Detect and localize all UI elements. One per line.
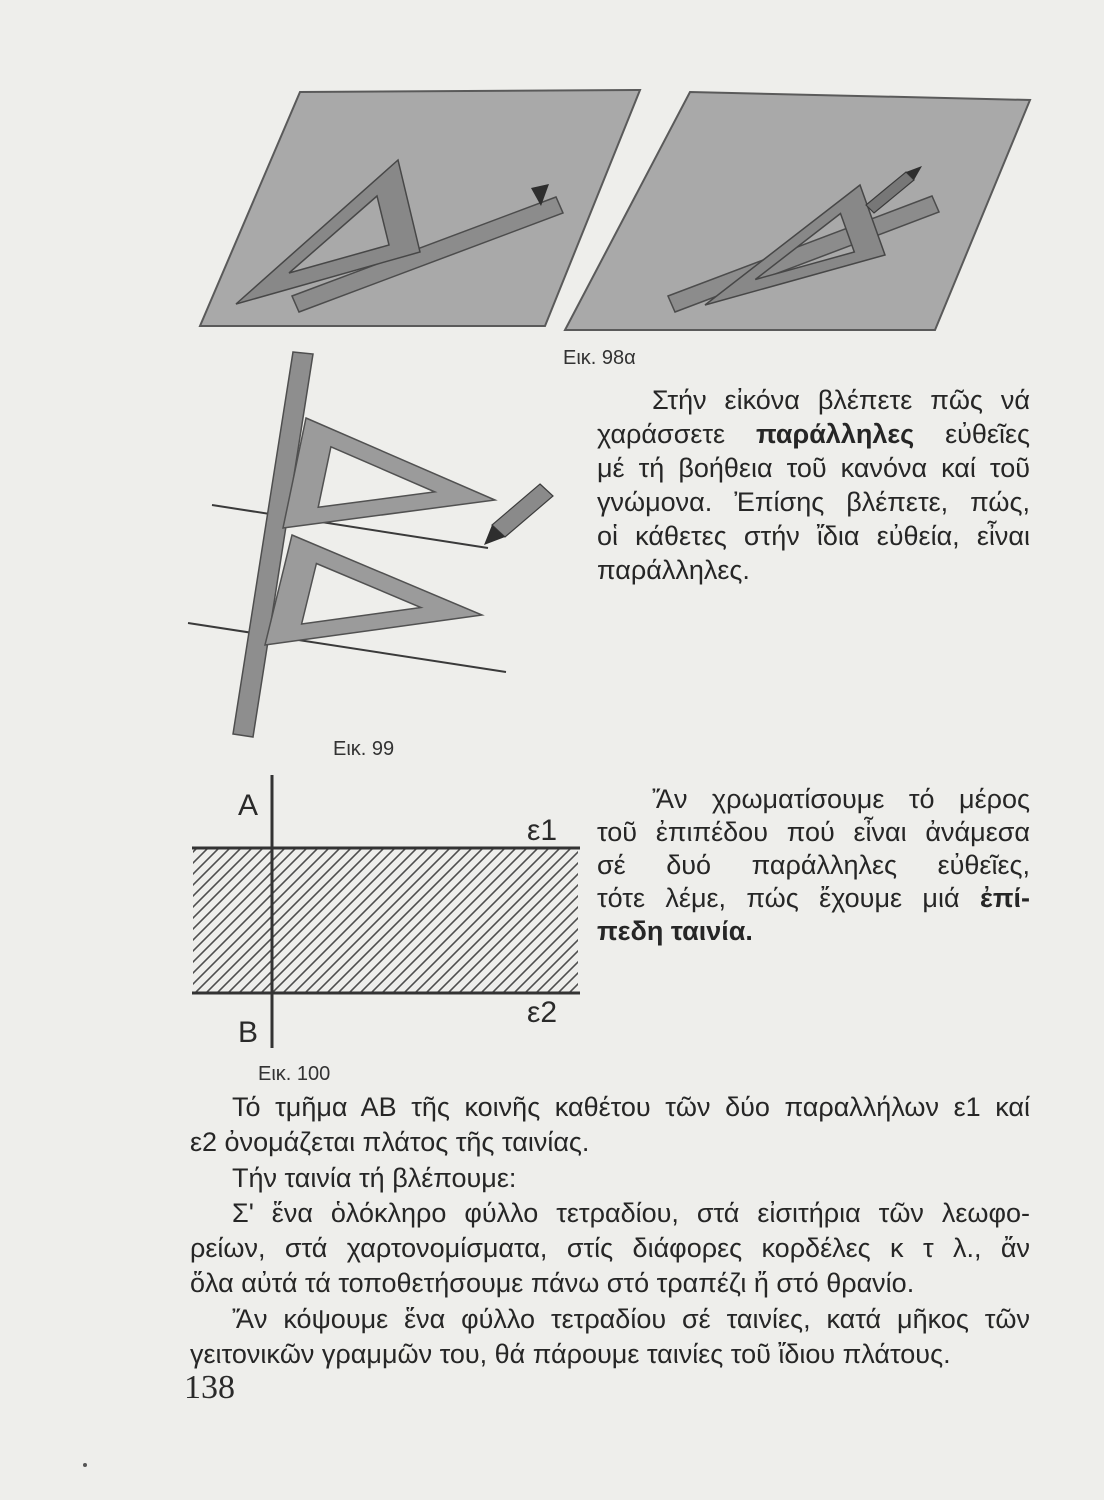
text-line: παράλληλες. (597, 555, 750, 585)
figure-98a (200, 90, 1030, 330)
bold-term: πεδη ταινία. (597, 916, 753, 946)
text-line: Ἄν χρωματίσουμε τό μέρος (652, 784, 1030, 814)
text-line: γνώμονα. Ἐπίσης βλέπετε, πώς, (597, 487, 1030, 517)
text-run: χαράσσετε (597, 419, 756, 449)
text-line: ρείων, στά χαρτονομίσματα, στίς διάφορες κορδέλες κ τ λ., ἄν (190, 1233, 1030, 1264)
text-line: ὅλα αὐτά τά τοποθετήσουμε πάνω στό τραπέζι ἤ στό θρανίο. (190, 1268, 915, 1299)
caption-fig-99: Εικ. 99 (333, 738, 395, 760)
caption-fig-98a: Εικ. 98α (563, 347, 636, 369)
text-run: εὐθεῖες (914, 419, 1030, 449)
bold-term: παράλληλες (755, 419, 915, 449)
figure-99 (188, 352, 553, 737)
caption-fig-100: Εικ. 100 (258, 1063, 331, 1085)
text-line (597, 882, 1030, 915)
text-line: Τήν ταινία τή βλέπουμε: (232, 1162, 517, 1193)
text-line: μέ τή βοήθεια τοῦ κανόνα καί τοῦ (597, 453, 1030, 483)
bold-term: ἐπί- (980, 883, 1030, 913)
page-number: 138 (184, 1369, 235, 1406)
set-square-upper (283, 418, 495, 528)
paper-sheet-right (565, 92, 1030, 330)
text-line: Ἄν κόψουμε ἕνα φύλλο τετραδίου σέ ταινίες, κατά μῆκος τῶν (232, 1303, 1030, 1334)
text-line: σέ δυό παράλληλες εὐθεῖες, (597, 850, 1030, 880)
label-e1: ε1 (527, 814, 558, 847)
scan-speck (83, 1463, 87, 1467)
text-line: γειτονικῶν γραμμῶν του, θά πάρουμε ταινίες τοῦ ἴδιου πλάτους. (190, 1339, 951, 1370)
paragraph-parallel-lines (597, 383, 1030, 587)
text-run: τότε λέμε, πώς ἔχουμε μιά (597, 883, 981, 913)
label-a: Α (238, 789, 259, 822)
hatched-strip (193, 848, 578, 993)
label-e2: ε2 (527, 996, 558, 1029)
pencil (492, 484, 553, 537)
text-line: οἱ κάθετες στήν ἴδια εὐθεία, εἶναι (597, 521, 1030, 551)
body-text (190, 1090, 1030, 1372)
label-b: Β (238, 1016, 259, 1049)
text-line: Σ' ἕνα ὁλόκληρο φύλλο τετραδίου, στά εἰσιτήρια τῶν λεωφο- (232, 1197, 1030, 1228)
paragraph-plane-strip (597, 783, 1030, 948)
text-line (597, 417, 1030, 451)
text-line: τοῦ ἐπιπέδου πού εἶναι ἀνάμεσα (597, 817, 1030, 847)
text-line: Τό τμῆμα ΑΒ τῆς κοινῆς καθέτου τῶν δύο παραλλήλων ε1 καί (232, 1092, 1030, 1122)
figure-100 (192, 775, 580, 1049)
text-line: ε2 ὀνομάζεται πλάτος τῆς ταινίας. (190, 1127, 590, 1158)
text-line: Στήν εἰκόνα βλέπετε πῶς νά (652, 385, 1030, 415)
set-square-lower (265, 535, 482, 645)
